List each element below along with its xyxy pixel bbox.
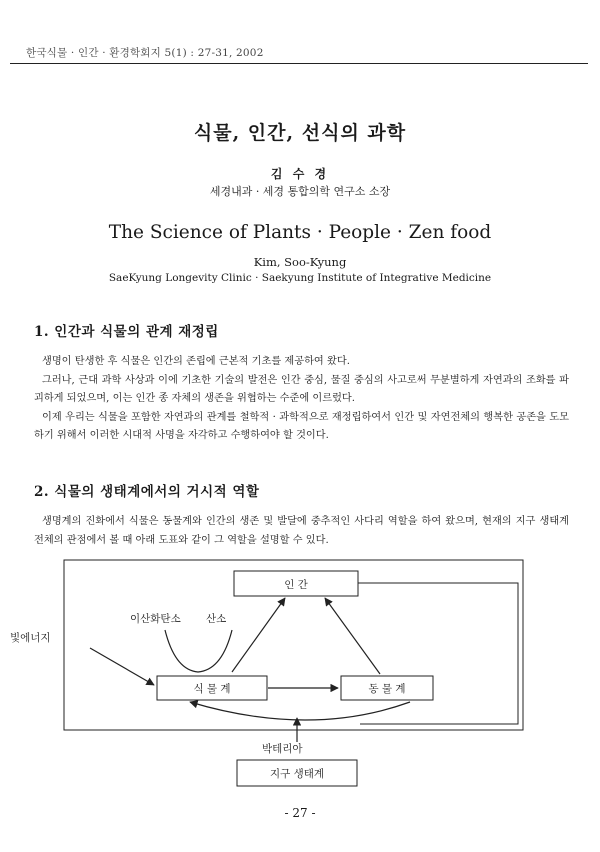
human-label: 인 간 xyxy=(284,579,308,591)
co2-label: 이산화탄소 xyxy=(130,613,181,625)
journal-reference: 한국식물 · 인간 · 환경학회지 5(1) : 27-31, 2002 xyxy=(26,47,264,59)
affiliation-english: SaeKyung Longevity Clinic · Saekyung Institute of Integrative Medicine xyxy=(108,272,492,284)
light-energy-arrow xyxy=(90,648,154,685)
section-2-paragraph: 생명계의 진화에서 식물은 동물계와 인간의 생존 및 발달에 중추적인 사다리 역할을 하여 왔으며, 현재의 지구 생태계 전체의 관점에서 볼 때 아래 도표와 같이 그 역할을 설명할 수 있다. xyxy=(34,516,569,546)
plants-to-human-arrow xyxy=(232,598,285,672)
section-2-heading: 2. 식물의 생태계에서의 거시적 역할 xyxy=(34,484,260,500)
gas-exchange-curve xyxy=(165,630,232,672)
animals-to-human-arrow xyxy=(325,598,380,674)
author-name-english: Kim, Soo-Kyung xyxy=(253,255,347,269)
title-korean: 식물, 인간, 선식의 과학 xyxy=(193,122,407,144)
animal-kingdom-label: 동 물 계 xyxy=(368,683,406,695)
cycle-return-arrow xyxy=(190,702,410,720)
plant-kingdom-label: 식 물 계 xyxy=(193,683,231,695)
title-english: The Science of Plants · People · Zen food xyxy=(108,222,492,243)
section-1-paragraph: 생명이 탄생한 후 식물은 인간의 존립에 근본적 기초를 제공하여 왔다. xyxy=(42,356,350,367)
author-name-korean: 김 수 경 xyxy=(270,167,330,181)
section-1-paragraph: 그러나, 근대 과학 사상과 이에 기초한 기술의 발전은 인간 중심, 물질 중심의 사고로써 무분별하게 자연과의 조화를 파괴하게 되었으며, 이는 인간 종 자체의 생존을 위협하는 수준에 이르렀다. xyxy=(34,374,569,404)
feedback-loop-line xyxy=(358,583,518,724)
earth-ecosystem-label: 지구 생태계 xyxy=(269,768,325,780)
section-1-paragraph: 이제 우리는 식물을 포함한 자연과의 관계를 철학적 · 과학적으로 재정립하여서 인간 및 자연전체의 행복한 공존을 도모하기 위해서 이러한 시대적 사명을 자각하고 수행하여야 할 것이다. xyxy=(34,411,569,441)
affiliation-korean: 세경내과 · 세경 통합의학 연구소 소장 xyxy=(209,185,391,198)
section-1-heading: 1. 인간과 식물의 관계 재정립 xyxy=(34,324,219,340)
bacteria-label: 박테리아 xyxy=(262,743,303,755)
page-number: - 27 - xyxy=(284,806,316,820)
oxygen-label: 산소 xyxy=(206,613,227,625)
light-energy-label: 빛에너지 xyxy=(10,632,51,644)
